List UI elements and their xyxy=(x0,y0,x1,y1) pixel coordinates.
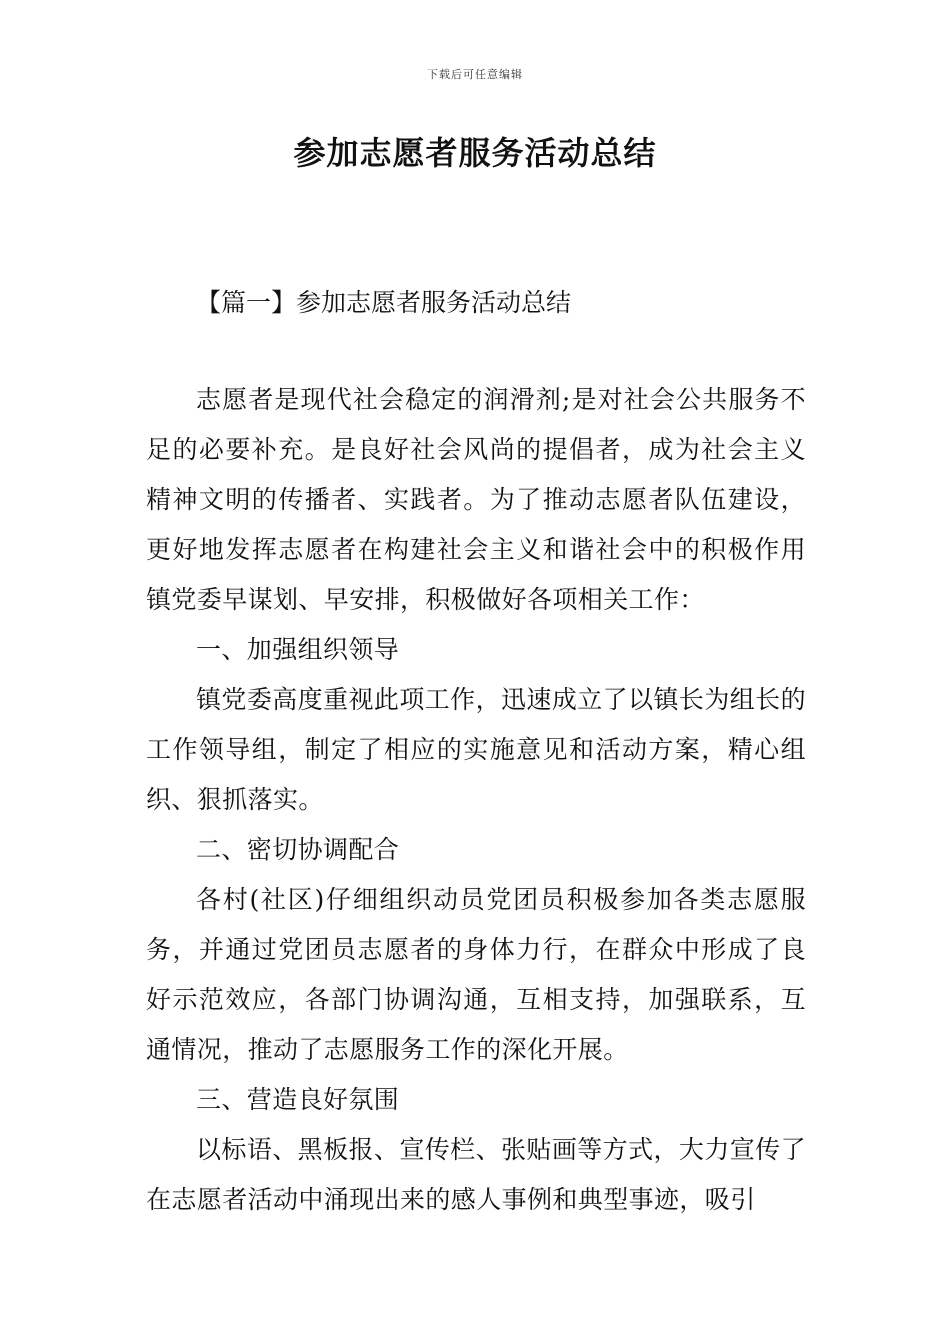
header-note: 下载后可任意编辑 xyxy=(427,68,523,81)
paragraph-1: 镇党委高度重视此项工作，迅速成立了以镇长为组长的工作领导组，制定了相应的实施意见和活动方案，精心组织、狠抓落实。 xyxy=(146,685,806,814)
subheading-1: 一、加强组织领导 xyxy=(196,635,400,664)
subheading-3: 三、营造良好氛围 xyxy=(196,1085,400,1114)
document-body xyxy=(146,375,806,1225)
paragraph-3: 以标语、黑板报、宣传栏、张贴画等方式，大力宣传了在志愿者活动中涌现出来的感人事例和典型事迹，吸引 xyxy=(146,1135,806,1214)
paragraph-intro: 志愿者是现代社会稳定的润滑剂;是对社会公共服务不足的必要补充。是良好社会风尚的提倡者，成为社会主义精神文明的传播者、实践者。为了推动志愿者队伍建设，更好地发挥志愿者在构建社会主义和谐社会中的积极作用镇党委早谋划、早安排，积极做好各项相关工作： xyxy=(146,385,806,614)
section-heading: 【篇一】参加志愿者服务活动总结 xyxy=(196,288,572,317)
paragraph-2: 各村(社区)仔细组织动员党团员积极参加各类志愿服务，并通过党团员志愿者的身体力行，在群众中形成了良好示范效应，各部门协调沟通，互相支持，加强联系，互通情况，推动了志愿服务工作的深化开展。 xyxy=(146,885,806,1064)
subheading-2: 二、密切协调配合 xyxy=(196,835,400,864)
document-title: 参加志愿者服务活动总结 xyxy=(293,134,657,172)
